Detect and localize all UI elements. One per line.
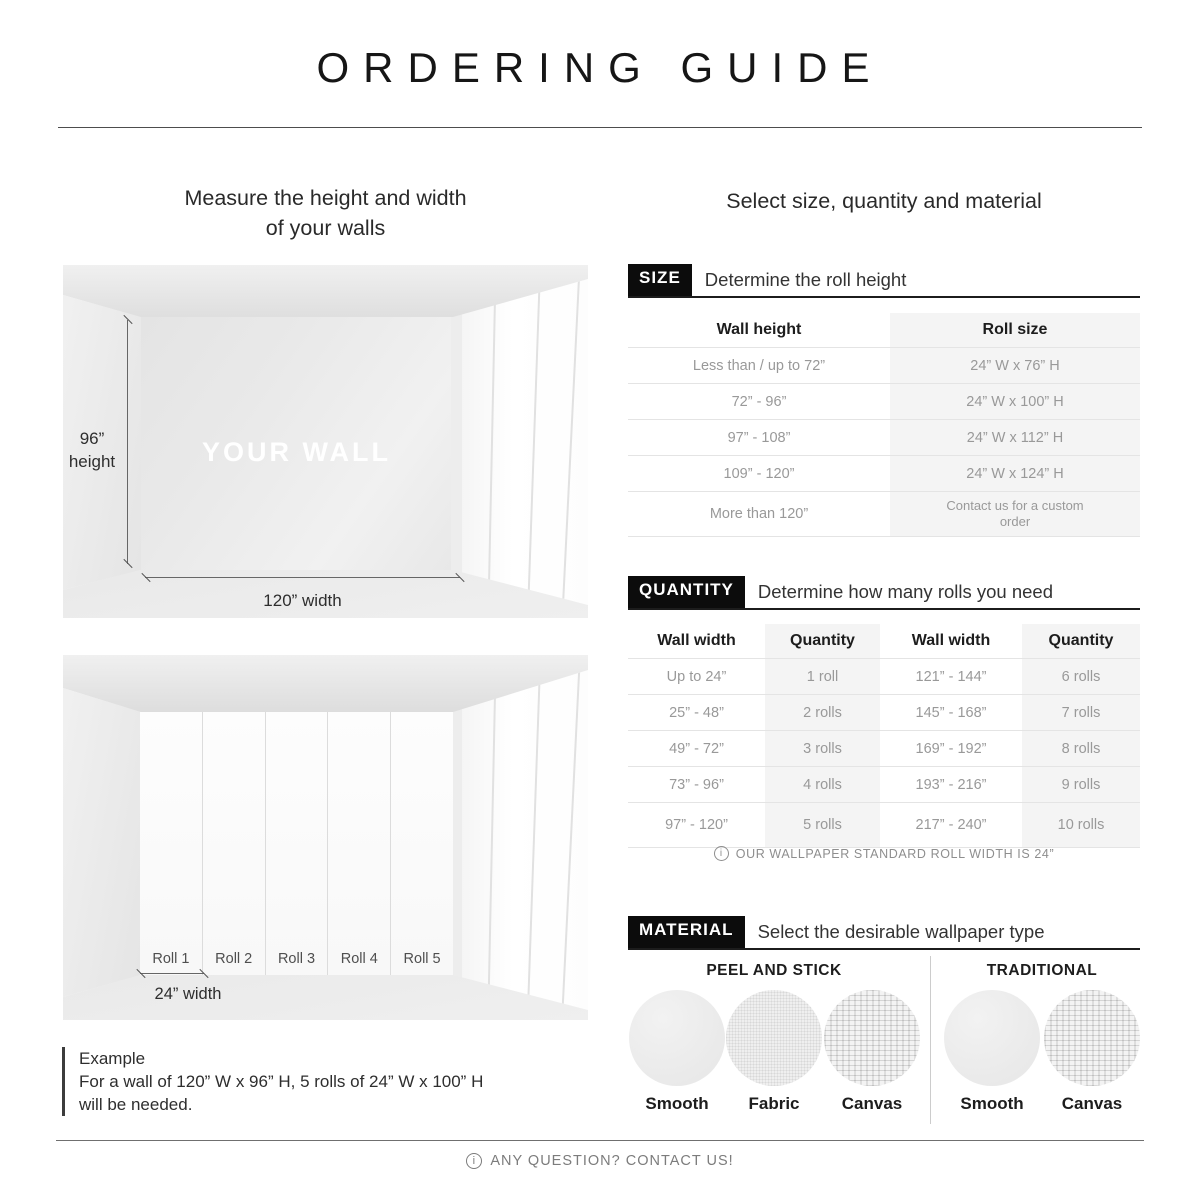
height-value: 96”	[79, 429, 105, 448]
room-window	[451, 655, 588, 1020]
wall-width-cell: 49” - 72”	[628, 730, 765, 766]
size-table-header	[628, 313, 1140, 347]
quantity-cell: 6 rolls	[1022, 658, 1140, 694]
quantity-subtitle: Determine how many rolls you need	[757, 581, 1054, 602]
example-title: Example	[79, 1049, 146, 1068]
quantity-cell: 10 rolls	[1022, 802, 1140, 848]
info-icon: i	[466, 1153, 482, 1169]
size-table-row	[628, 491, 1140, 537]
wall-width-cell: 25” - 48”	[628, 694, 765, 730]
roll-width-dimension-line	[140, 973, 204, 974]
width-dimension-line	[145, 577, 460, 578]
material-badge: MATERIAL	[628, 916, 745, 948]
size-col-wall-height: Wall height	[716, 321, 802, 338]
wall-width-cell: 97” - 120”	[628, 802, 765, 848]
material-group-divider	[930, 956, 931, 1124]
roll-panel-label: Roll 5	[403, 951, 441, 967]
left-column-heading	[63, 183, 588, 243]
wall-width-cell: 73” - 96”	[628, 766, 765, 802]
traditional-label: TRADITIONAL	[986, 962, 1098, 979]
roll-panel-label: Roll 2	[215, 951, 253, 967]
size-table-row	[628, 383, 1140, 419]
size-badge: SIZE	[628, 264, 692, 296]
quantity-cell: 4 rolls	[765, 766, 880, 802]
quantity-table-row	[628, 658, 1140, 694]
wall-width-cell: 217” - 240”	[880, 802, 1022, 848]
roll-panel-label: Roll 4	[340, 951, 378, 967]
roll-size-cell: 24” W x 124” H	[890, 455, 1140, 491]
smooth-swatch	[629, 990, 725, 1086]
room-left-wall	[63, 655, 141, 1020]
left-heading-line1: Measure the height and width	[184, 186, 467, 210]
right-column-heading: Select size, quantity and material	[726, 189, 1042, 213]
roll-width-dimension-label: 24” width	[154, 985, 222, 1003]
window-mullion	[561, 655, 581, 1020]
quantity-table-header	[628, 624, 1140, 658]
quantity-cell: 8 rolls	[1022, 730, 1140, 766]
wall-width-cell: Up to 24”	[628, 658, 765, 694]
roll-width-note-text: OUR WALLPAPER STANDARD ROLL WIDTH IS 24”	[735, 846, 1055, 861]
your-wall-label: YOUR WALL	[202, 437, 391, 467]
wall-height-cell: More than 120”	[628, 491, 890, 537]
quantity-section-header	[628, 576, 1140, 610]
wall-height-cell: 109” - 120”	[628, 455, 890, 491]
swatch-label: Fabric	[748, 1094, 800, 1113]
size-section-header	[628, 264, 1140, 298]
quantity-cell: 9 rolls	[1022, 766, 1140, 802]
window-mullion	[487, 655, 497, 1020]
canvas-swatch	[824, 990, 920, 1086]
footer	[0, 1153, 1200, 1169]
left-heading-line2: of your walls	[265, 216, 386, 240]
size-table-row	[628, 419, 1140, 455]
qty-col-header: Quantity	[1022, 624, 1140, 658]
peel-and-stick-label: PEEL AND STICK	[706, 962, 842, 979]
quantity-table	[628, 624, 1140, 848]
page-title: ORDERING GUIDE	[316, 44, 884, 91]
fabric-swatch	[726, 990, 822, 1086]
roll-panel-label: Roll 3	[277, 951, 316, 967]
quantity-table-row	[628, 766, 1140, 802]
wall-height-cell: Less than / up to 72”	[628, 347, 890, 383]
window-mullion	[527, 265, 541, 618]
wall-height-cell: 97” - 108”	[628, 419, 890, 455]
canvas-swatch	[1044, 990, 1140, 1086]
size-table	[628, 313, 1140, 537]
quantity-table-row	[628, 730, 1140, 766]
swatch-label: Canvas	[841, 1094, 903, 1113]
roll-width-note	[628, 846, 1140, 861]
roll-panel	[203, 712, 266, 975]
example-line1: For a wall of 120” W x 96” H, 5 rolls of 24” W x 100” H	[79, 1072, 484, 1091]
qty-col-header: Quantity	[765, 624, 880, 658]
size-col-roll-size: Roll size	[890, 313, 1140, 347]
quantity-cell: 1 roll	[765, 658, 880, 694]
smooth-swatch	[944, 990, 1040, 1086]
qty-col-header: Wall width	[657, 632, 736, 649]
height-dimension-line	[127, 320, 128, 564]
room-illustration-rolls	[63, 655, 588, 1020]
roll-panel-label: Roll 1	[152, 951, 190, 967]
qty-col-header: Wall width	[911, 632, 991, 649]
info-icon: i	[714, 846, 729, 861]
title-divider	[58, 127, 1142, 128]
wall-width-cell: 121” - 144”	[880, 658, 1022, 694]
quantity-table-row	[628, 802, 1140, 848]
roll-size-cell: Contact us for a custom order	[890, 491, 1140, 537]
material-section-header	[628, 916, 1140, 950]
quantity-cell: 5 rolls	[765, 802, 880, 848]
example-line2: will be needed.	[79, 1095, 193, 1114]
quantity-badge: QUANTITY	[628, 576, 745, 608]
material-subtitle: Select the desirable wallpaper type	[757, 921, 1045, 942]
roll-size-cell: 24” W x 112” H	[890, 419, 1140, 455]
swatch-label: Canvas	[1061, 1094, 1123, 1113]
wall-width-cell: 193” - 216”	[880, 766, 1022, 802]
swatch-label: Smooth	[960, 1094, 1024, 1113]
window-mullion	[487, 265, 496, 618]
roll-size-cell: 24” W x 100” H	[890, 383, 1140, 419]
roll-panel	[328, 712, 391, 975]
room-illustration-measure	[63, 265, 588, 618]
swatch-label: Smooth	[645, 1094, 709, 1113]
width-dimension-label: 120” width	[263, 591, 342, 610]
height-word: height	[68, 452, 116, 471]
quantity-table-row	[628, 694, 1140, 730]
window-mullion	[561, 265, 580, 618]
height-dimension-label	[63, 427, 121, 473]
roll-panel	[266, 712, 329, 975]
size-table-row	[628, 455, 1140, 491]
footer-divider	[56, 1140, 1144, 1141]
footer-contact-text: ANY QUESTION? CONTACT US!	[490, 1153, 734, 1169]
roll-panel	[140, 712, 203, 975]
wallpaper-roll-panels	[140, 712, 453, 975]
quantity-cell: 7 rolls	[1022, 694, 1140, 730]
roll-size-cell: 24” W x 76” H	[890, 347, 1140, 383]
roll-panel	[391, 712, 453, 975]
example-block	[62, 1047, 532, 1116]
wall-height-cell: 72” - 96”	[628, 383, 890, 419]
wall-width-cell: 145” - 168”	[880, 694, 1022, 730]
wall-width-cell: 169” - 192”	[880, 730, 1022, 766]
quantity-cell: 3 rolls	[765, 730, 880, 766]
size-subtitle: Determine the roll height	[704, 269, 907, 290]
quantity-cell: 2 rolls	[765, 694, 880, 730]
room-window	[451, 265, 588, 618]
window-mullion	[527, 655, 542, 1020]
size-table-row	[628, 347, 1140, 383]
